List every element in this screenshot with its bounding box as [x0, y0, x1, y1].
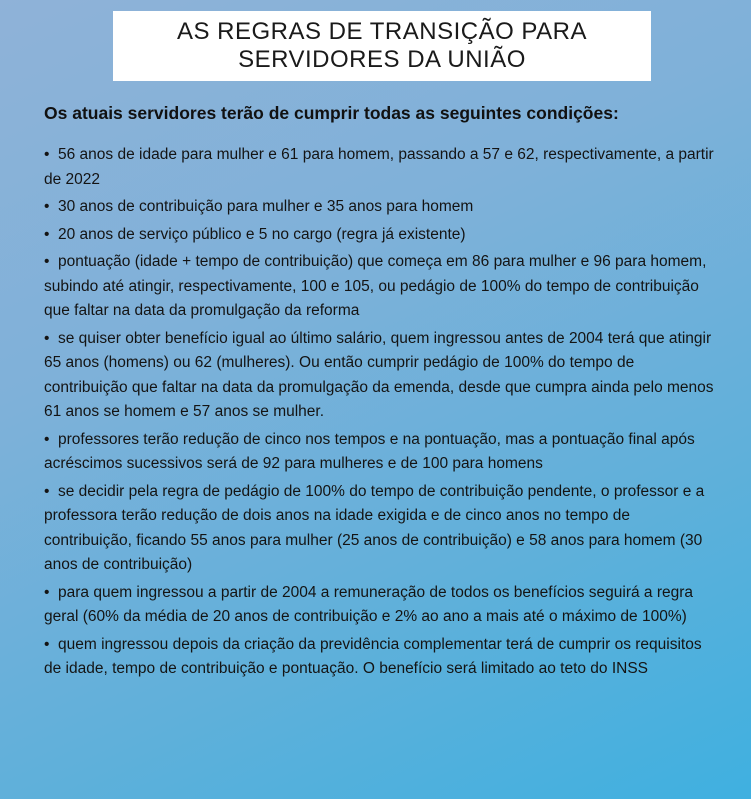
- list-item-text: 30 anos de contribuição para mulher e 35 anos para homem: [58, 198, 474, 215]
- list-item-text: se decidir pela regra de pedágio de 100% do tempo de contribuição pendente, o professor e a professora terão redução de dois anos na idade exigida e de cinco anos no tempo de contribuição, ficando 55 anos para mulher (25 anos de contribuição) e 58 anos para homem (30 anos de contribuição): [44, 482, 705, 573]
- bullet-icon: •: [44, 430, 50, 448]
- list-item: [44, 250, 716, 324]
- bullet-icon: •: [44, 635, 50, 653]
- list-item: [44, 480, 716, 578]
- page-title: [177, 18, 587, 74]
- bullet-icon: •: [44, 583, 50, 601]
- list-item-text: pontuação (idade + tempo de contribuição) que começa em 86 para mulher e 96 para homem, subindo até atingir, respectivamente, 100 e 105, ou pedágio de 100% do tempo de contribuição que faltar na data da promulgação da reforma: [44, 253, 707, 319]
- bullet-icon: •: [44, 329, 50, 347]
- list-item-text: para quem ingressou a partir de 2004 a remuneração de todos os benefícios seguirá a regra geral (60% da média de 20 anos de contribuição e 2% ao ano a mais até o máximo de 100%): [44, 583, 694, 625]
- list-item-text: 20 anos de serviço público e 5 no cargo (regra já existente): [58, 225, 466, 243]
- conditions-list: [44, 143, 716, 685]
- bullet-icon: •: [44, 146, 50, 163]
- bullet-icon: •: [44, 482, 50, 500]
- title-line-2: SERVIDORES DA UNIÃO: [238, 46, 526, 73]
- list-item-text: se quiser obter benefício igual ao último salário, quem ingressou antes de 2004 terá que atingir 65 anos (homens) ou 62 (mulheres). Ou então cumprir pedágio de 100% do tempo de contribuição que faltar na data da promulgação da emenda, desde que cumpra ainda pelo menos 61 anos se homem e 57 anos se mulher.: [44, 329, 714, 420]
- subtitle: Os atuais servidores terão de cumprir todas as seguintes condições:: [44, 103, 619, 123]
- list-item: [44, 327, 716, 425]
- title-line-1: AS REGRAS DE TRANSIÇÃO PARA: [176, 18, 588, 45]
- list-item-text: 56 anos de idade para mulher e 61 para homem, passando a 57 e 62, respectivamente, a partir de 2022: [44, 146, 714, 188]
- bullet-icon: •: [44, 253, 50, 270]
- list-item: [44, 143, 716, 192]
- list-item-text: quem ingressou depois da criação da previdência complementar terá de cumprir os requisitos de idade, tempo de contribuição e pontuação. O benefício será limitado ao teto do INSS: [44, 635, 702, 677]
- list-item: [44, 195, 716, 220]
- list-item: [44, 428, 716, 477]
- list-item: [44, 223, 716, 248]
- bullet-icon: •: [44, 198, 50, 215]
- list-item: [44, 581, 716, 630]
- list-item-text: professores terão redução de cinco nos tempos e na pontuação, mas a pontuação final após acréscimos sucessivos será de 92 para mulheres e de 100 para homens: [44, 430, 695, 472]
- title-box: [113, 11, 651, 81]
- list-item: [44, 633, 716, 682]
- bullet-icon: •: [44, 225, 50, 243]
